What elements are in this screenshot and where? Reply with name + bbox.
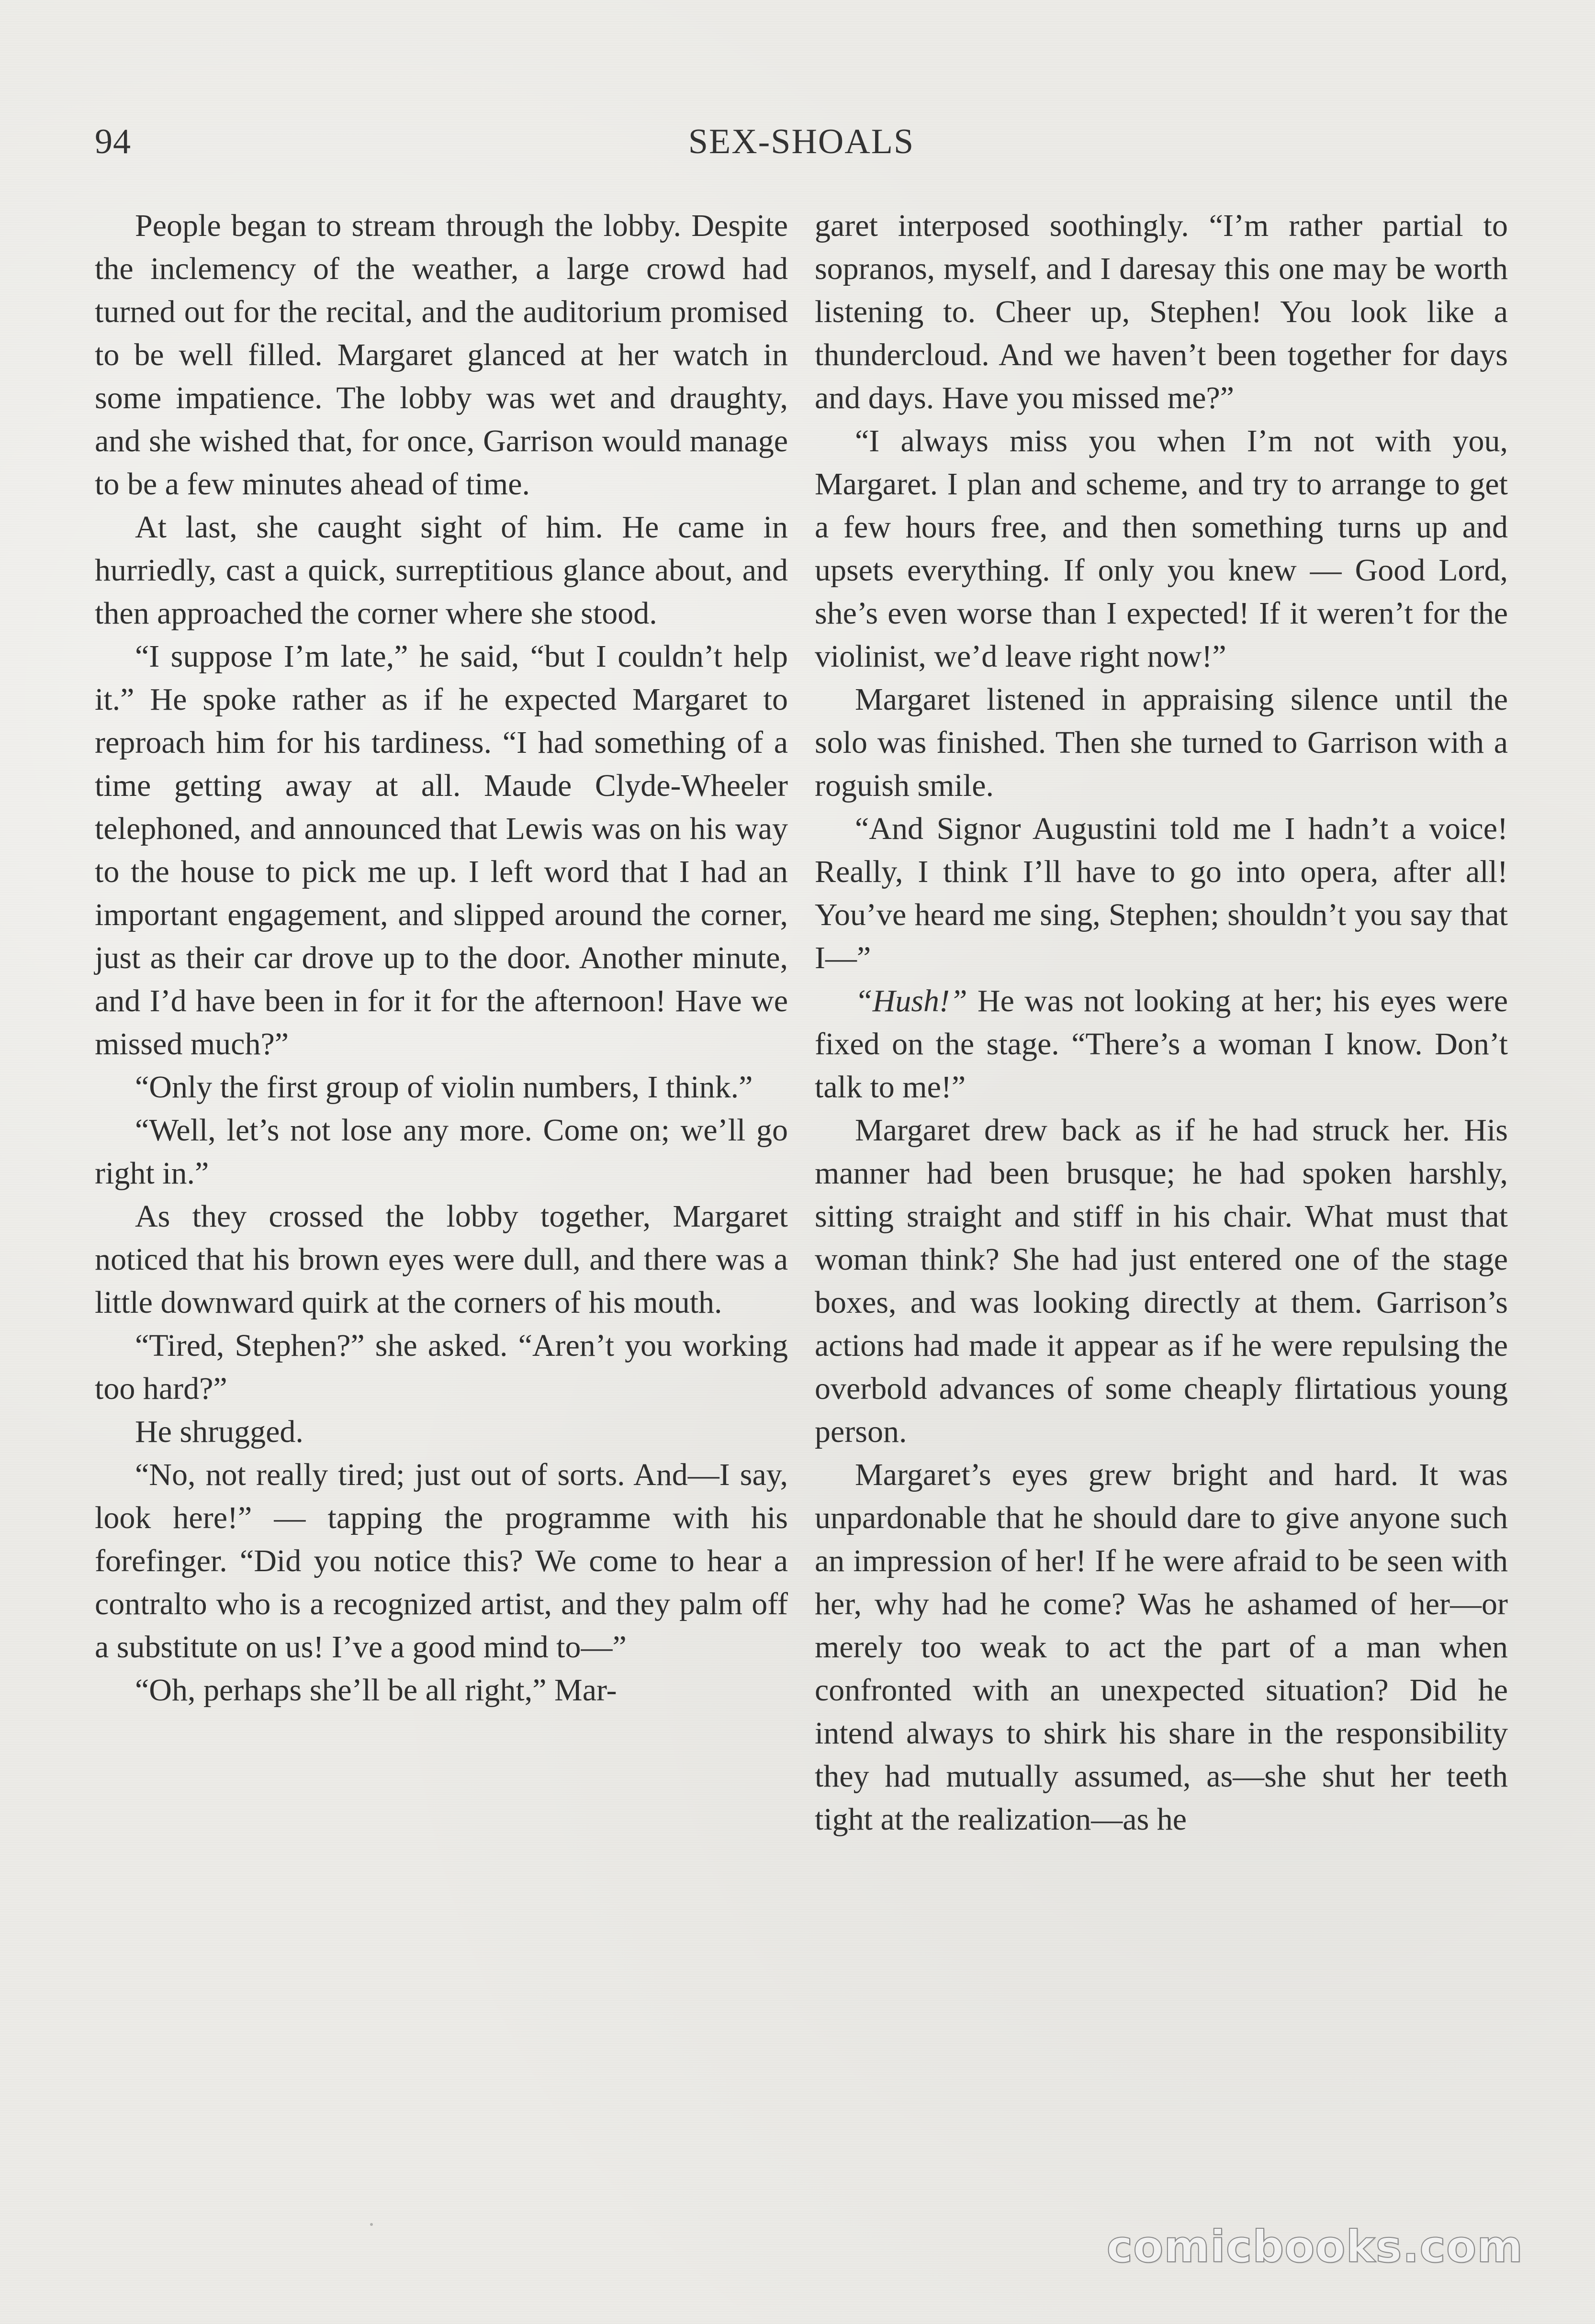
page-number: 94 [95,122,131,161]
paper-speck [370,2223,373,2226]
continued-paragraph: garet interposed soothingly. “I’m rather partial to sopranos, myself, and I daresay this one may be worth listening to. Cheer up, Stephen! You look like a thundercloud. And we haven’t been together for days and days. Have you missed me?” [815,208,1508,415]
page-header [95,118,1508,166]
text-columns [95,204,1508,2167]
hush-paragraph [815,980,1508,1109]
paragraph: “Tired, Stephen?” she asked. “Aren’t you working too hard?” [95,1328,788,1406]
paragraph: “Well, let’s not lose any more. Come on; we’ll go right in.” [95,1113,788,1191]
left-column [95,204,788,2167]
paragraph: Margaret listened in appraising silence until the solo was finished. Then she turned to Garrison with a roguish smile. [815,682,1508,803]
paragraph: “And Signor Augustini told me I hadn’t a voice! Really, I think I’ll have to go into opera, after all! You’ve heard me sing, Stephen; shouldn’t you say that I—” [815,811,1508,975]
paragraph: “I suppose I’m late,” he said, “but I couldn’t help it.” He spoke rather as if he expected Margaret to reproach him for his tardiness. “I had something of a time getting away at all. Maude Clyde-Wheeler telephoned, and announced that Lewis was on his way to the house to pick me up. I left word that I had an important engagement, and slipped around the corner, just as their car drove up to the door. Another minute, and I’d have been in for it for the afternoon! Have we missed much?” [95,639,788,1061]
watermark: comicbooks.com [1106,2221,1523,2272]
hush-dialogue: “Hush!” [855,983,967,1018]
paragraph: At last, she caught sight of him. He came in hurriedly, cast a quick, surreptitious glance about, and then approached the corner where she stood. [95,510,788,631]
paragraph: Margaret’s eyes grew bright and hard. It was unpardonable that he should dare to give anyone such an impression of her! If he were afraid to be seen with her, why had he come? Was he ashamed of her—or merely too weak to act the part of a man when confronted with an unexpected situation? Did he intend always to shirk his share in the responsibility they had mutually assumed, as—she shut her teeth tight at the realization—as he [815,1457,1508,1837]
paragraph: “I always miss you when I’m not with you, Margaret. I plan and scheme, and try to arrange to get a few hours free, and then something turns up and upsets everything. If only you knew — Good Lord, she’s even worse than I expected! If it weren’t for the violinist, we’d leave right now!” [815,424,1508,674]
paragraph: “Oh, perhaps she’ll be all right,” Mar- [135,1673,617,1708]
running-title: SEX-SHOALS [688,122,915,161]
right-column [815,204,1508,2167]
paragraph: “No, not really tired; just out of sorts. And—I say, look here!” — tapping the programme with his forefinger. “Did you notice this? We come to hear a contralto who is a recognized artist, and they palm off a substitute on us! I’ve a good mind to—” [95,1457,788,1665]
paragraph: As they crossed the lobby together, Margaret noticed that his brown eyes were dull, and there was a little downward quirk at the corners of his mouth. [95,1199,788,1320]
paragraph: People began to stream through the lobby. Despite the inclemency of the weather, a large crowd had turned out for the recital, and the auditorium promised to be well filled. Margaret glanced at her watch in some impatience. The lobby was wet and draughty, and she wished that, for once, Garrison would manage to be a few minutes ahead of time. [95,208,788,502]
paragraph: He shrugged. [135,1414,303,1449]
paragraph: “Only the first group of violin numbers, I think.” [135,1070,753,1105]
hush-paragraph-text: He was not looking at her; his eyes were fixed on the stage. “There’s a woman I know. Don’t talk to me!” [815,983,1508,1105]
paragraph: Margaret drew back as if he had struck her. His manner had been brusque; he had spoken harshly, sitting straight and stiff in his chair. What must that woman think? She had just entered one of the stage boxes, and was looking directly at them. Garrison’s actions had made it appear as if he were repulsing the overbold advances of some cheaply flirtatious young person. [815,1113,1508,1449]
